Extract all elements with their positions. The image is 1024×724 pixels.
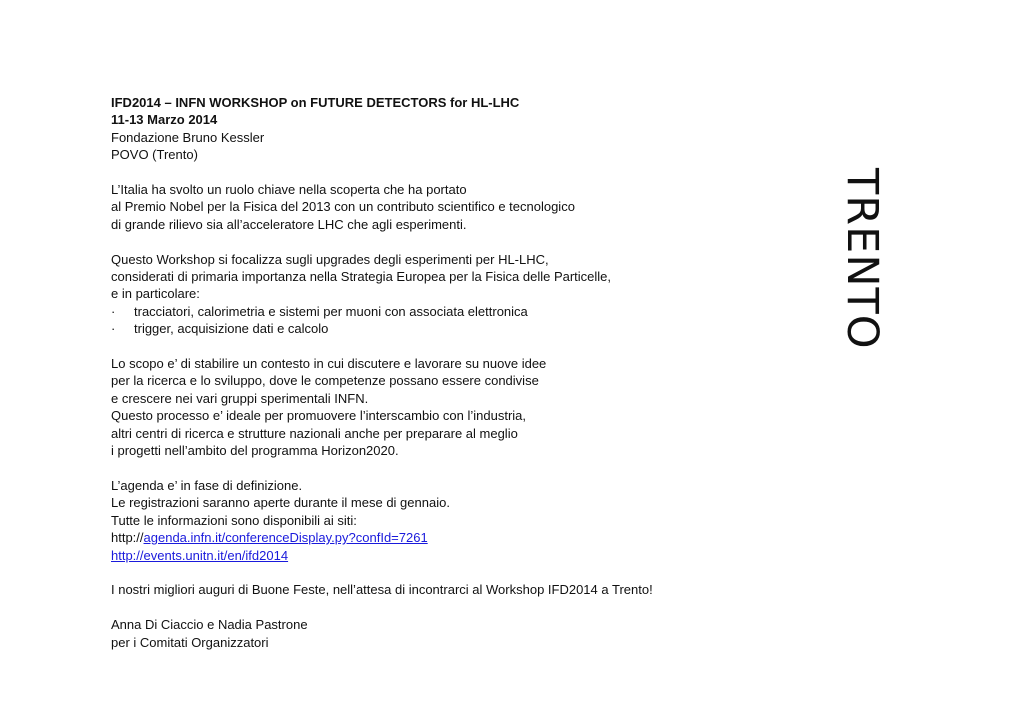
list-item-text: trigger, acquisizione dati e calcolo <box>134 321 329 337</box>
workshop-title: IFD2014 – INFN WORKSHOP on FUTURE DETECTORS for HL-LHC <box>111 95 520 110</box>
greeting-text: I nostri migliori auguri di Buone Feste, nell’attesa di incontrarci al Workshop IFD2014 a Trento! <box>111 582 653 598</box>
side-title-vertical: TRENTO <box>837 168 887 350</box>
greeting-paragraph <box>111 581 751 598</box>
paragraph-line: considerati di primaria importanza nella Strategia Europea per la Fisica delle Particelle, <box>111 269 612 285</box>
events-link[interactable]: http://events.unitn.it/en/ifd2014 <box>111 547 289 563</box>
agenda-link-prefix: http:// <box>111 530 144 546</box>
paragraph-agenda <box>111 477 751 564</box>
paragraph-line: Lo scopo e’ di stabilire un contesto in cui discutere e lavorare su nuove idee <box>111 356 547 372</box>
workshop-location: POVO (Trento) <box>111 147 198 163</box>
header-block <box>111 94 751 164</box>
paragraph-line: Tutte le informazioni sono disponibili ai siti: <box>111 512 357 528</box>
agenda-link-line <box>111 529 751 546</box>
paragraph-line: per la ricerca e lo sviluppo, dove le competenze possano essere condivise <box>111 373 539 389</box>
bullet-icon: · <box>111 321 116 337</box>
paragraph-line: altri centri di ricerca e strutture nazionali anche per preparare al meglio <box>111 425 518 441</box>
events-link-line <box>111 547 751 564</box>
paragraph-focus <box>111 251 751 338</box>
signature-names: Anna Di Ciaccio e Nadia Pastrone <box>111 617 308 633</box>
paragraph-line: L’Italia ha svolto un ruolo chiave nella scoperta che ha portato <box>111 182 467 198</box>
paragraph-line: e in particolare: <box>111 286 200 302</box>
paragraph-line: L’agenda e’ in fase di definizione. <box>111 477 303 493</box>
signature-role: per i Comitati Organizzatori <box>111 634 269 650</box>
list-item <box>111 303 751 320</box>
agenda-link[interactable]: agenda.infn.it/conferenceDisplay.py?confId=7261 <box>143 530 428 546</box>
workshop-dates: 11-13 Marzo 2014 <box>111 112 218 128</box>
signature-block <box>111 616 751 651</box>
paragraph-line: i progetti nell’ambito del programma Horizon2020. <box>111 443 399 459</box>
paragraph-line: Le registrazioni saranno aperte durante il mese di gennaio. <box>111 495 450 511</box>
list-item-text: tracciatori, calorimetria e sistemi per muoni con associata elettronica <box>134 303 528 319</box>
workshop-venue: Fondazione Bruno Kessler <box>111 129 265 145</box>
paragraph-intro <box>111 181 751 233</box>
list-item <box>111 320 751 337</box>
paragraph-line: di grande rilievo sia all’acceleratore LHC che agli esperimenti. <box>111 216 467 232</box>
paragraph-scope <box>111 355 751 459</box>
letter-body <box>111 94 751 668</box>
paragraph-line: Questo Workshop si focalizza sugli upgrades degli esperimenti per HL-LHC, <box>111 251 549 267</box>
paragraph-line: al Premio Nobel per la Fisica del 2013 con un contributo scientifico e tecnologico <box>111 199 575 215</box>
bullet-icon: · <box>111 303 116 319</box>
paragraph-line: Questo processo e’ ideale per promuovere l’interscambio con l’industria, <box>111 408 527 424</box>
paragraph-line: e crescere nei vari gruppi sperimentali INFN. <box>111 390 369 406</box>
